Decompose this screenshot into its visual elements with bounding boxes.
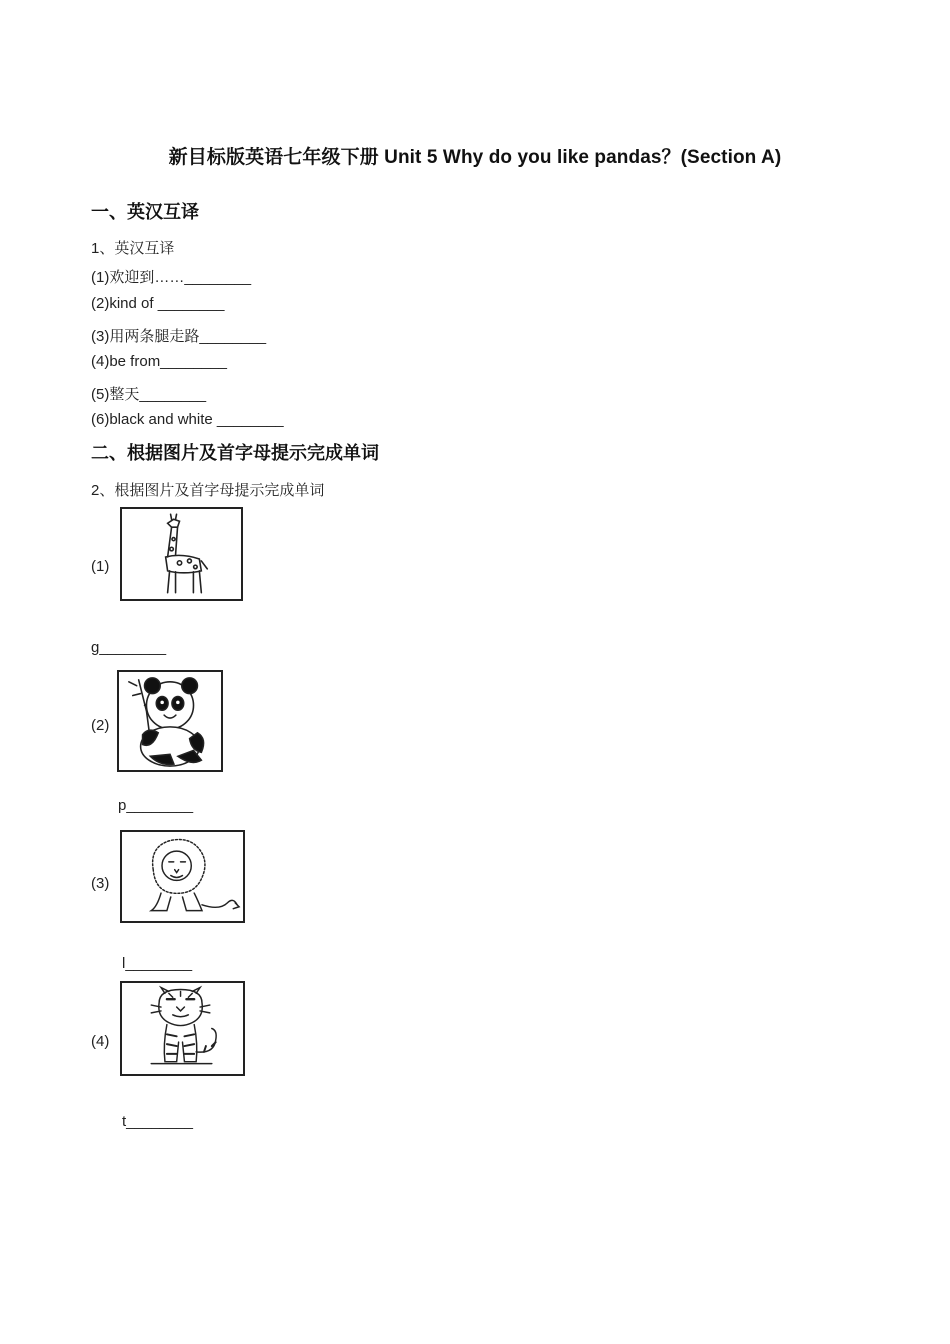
translation-item-3: (3)用两条腿走路________	[91, 328, 267, 345]
translation-item-2: (2)kind of ________	[91, 295, 225, 312]
giraffe-picture	[120, 507, 243, 601]
translation-item-5: (5)整天________	[91, 386, 207, 403]
translation-item-4: (4)be from________	[91, 353, 227, 370]
question-1-prompt: 1、英汉互译	[91, 240, 175, 257]
page-title: 新目标版英语七年级下册 Unit 5 Why do you like pandas？(Section A)	[168, 147, 782, 168]
lion-picture	[120, 830, 245, 923]
panda-picture	[117, 670, 223, 772]
translation-item-6: (6)black and white ________	[91, 411, 284, 428]
picture-item-3-number: (3)	[91, 875, 110, 892]
picture-item-1-answer: g________	[91, 639, 167, 656]
section-1-heading: 一、英汉互译	[91, 202, 199, 222]
tiger-picture	[120, 981, 245, 1076]
picture-item-1-number: (1)	[91, 558, 110, 575]
panda-drawing	[119, 672, 221, 770]
picture-item-2-number: (2)	[91, 717, 110, 734]
lion-drawing	[122, 832, 243, 921]
tiger-drawing	[122, 983, 243, 1074]
giraffe-drawing	[122, 509, 241, 599]
picture-item-3-answer: l________	[122, 955, 193, 972]
translation-item-1: (1)欢迎到……________	[91, 269, 252, 286]
picture-item-2-answer: p________	[118, 797, 194, 814]
question-2-prompt: 2、根据图片及首字母提示完成单词	[91, 482, 325, 499]
section-2-heading: 二、根据图片及首字母提示完成单词	[91, 443, 379, 463]
picture-item-4-number: (4)	[91, 1033, 110, 1050]
picture-item-4-answer: t________	[122, 1113, 193, 1130]
